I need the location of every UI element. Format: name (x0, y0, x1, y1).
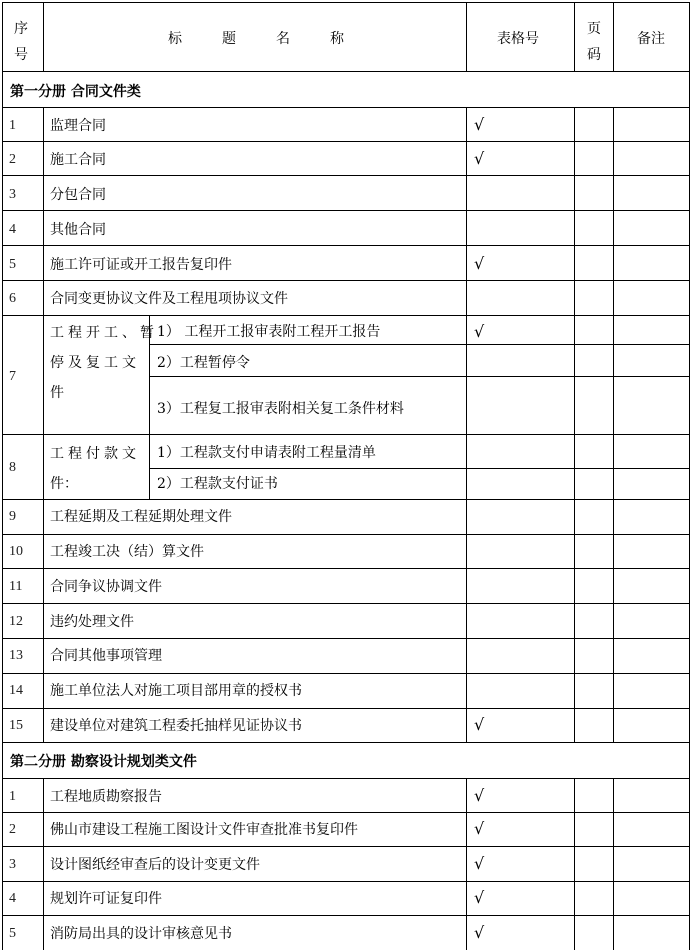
col-line-page (574, 107, 575, 742)
sub-item: 3）工程复工报审表附相关复工条件材料 (157, 401, 404, 417)
row-number: 6 (9, 291, 16, 306)
row-number: 3 (9, 857, 16, 872)
sub-item: 2）工程暂停令 (157, 355, 250, 371)
check-mark: √ (474, 322, 485, 341)
row-title: 合同争议协调文件 (50, 579, 162, 595)
row-number: 8 (9, 460, 16, 475)
col-line-seq (43, 107, 44, 742)
row-title: 建设单位对建筑工程委托抽样见证协议书 (50, 718, 302, 734)
row-title: 监理合同 (50, 118, 106, 134)
row-line (2, 210, 690, 211)
row-line (2, 881, 690, 882)
row-title: 违约处理文件 (50, 614, 134, 630)
sub-item: 1）工程款支付申请表附工程量清单 (157, 445, 376, 461)
header-form-no: 表格号 (497, 31, 539, 47)
sub-item: 1） 工程开工报审表附工程开工报告 (157, 324, 381, 340)
row-line (2, 846, 690, 847)
row-line (2, 915, 690, 916)
row-number: 4 (9, 222, 16, 237)
row-title: 规划许可证复印件 (50, 891, 162, 907)
group-title-line: 件 (50, 385, 64, 401)
col-line-form (466, 778, 467, 950)
row-number: 5 (9, 926, 16, 941)
group-title-line: 工程付款文 (50, 446, 140, 462)
row-title: 施工许可证或开工报告复印件 (50, 257, 232, 273)
header-bottom-line (2, 71, 690, 72)
row-line (2, 499, 690, 500)
col-line-form (466, 2, 467, 71)
row-number: 1 (9, 789, 16, 804)
col-line-page (574, 778, 575, 950)
row-number: 3 (9, 187, 16, 202)
row-line (2, 315, 690, 316)
col-line-remarks (613, 2, 614, 71)
row-line (2, 638, 690, 639)
row-line (2, 245, 690, 246)
row-title: 工程竣工决（结）算文件 (50, 544, 204, 560)
group-title-line: 停及复工文 (50, 355, 140, 371)
sub-row-line (149, 468, 690, 469)
row-title: 分包合同 (50, 187, 106, 203)
check-mark: √ (474, 819, 485, 838)
check-mark: √ (474, 854, 485, 873)
row-number: 12 (9, 614, 23, 629)
row-line (2, 812, 690, 813)
row-title: 工程延期及工程延期处理文件 (50, 509, 232, 525)
header-seq: 序号 (14, 21, 28, 63)
row-line (2, 280, 690, 281)
row-line (2, 141, 690, 142)
table-border-right (689, 2, 690, 950)
row-line (2, 708, 690, 709)
row-line (2, 534, 690, 535)
col-line-remarks (613, 778, 614, 950)
section-2-bottom-line (2, 778, 690, 779)
check-mark: √ (474, 115, 485, 134)
row-title: 佛山市建设工程施工图设计文件审查批准书复印件 (50, 822, 358, 838)
row-number: 1 (9, 118, 16, 133)
group-title-line: 件： (50, 476, 78, 492)
check-mark: √ (474, 888, 485, 907)
col-line-page (574, 2, 575, 71)
table-border-top (2, 2, 690, 3)
group-split-line (149, 315, 150, 499)
sub-item: 2）工程款支付证书 (157, 476, 278, 492)
row-number: 4 (9, 891, 16, 906)
header-page-no: 页码 (587, 21, 601, 63)
col-line-remarks (613, 107, 614, 742)
row-line (2, 434, 690, 435)
row-line (2, 568, 690, 569)
row-number: 9 (9, 509, 16, 524)
row-number: 14 (9, 683, 23, 698)
row-number: 7 (9, 369, 16, 384)
header-title: 标 题 名 称 (168, 31, 357, 47)
check-mark: √ (474, 149, 485, 168)
row-number: 11 (9, 579, 23, 594)
row-number: 2 (9, 822, 16, 837)
row-title: 其他合同 (50, 222, 106, 238)
sub-row-line (149, 344, 690, 345)
row-title: 施工合同 (50, 152, 106, 168)
header-remarks: 备注 (637, 31, 665, 47)
col-line-seq (43, 778, 44, 950)
row-number: 2 (9, 152, 16, 167)
check-mark: √ (474, 923, 485, 942)
row-title: 合同其他事项管理 (50, 648, 162, 664)
row-title: 施工单位法人对施工项目部用章的授权书 (50, 683, 302, 699)
row-line (2, 603, 690, 604)
row-number: 15 (9, 718, 23, 733)
row-line (2, 742, 690, 743)
row-title: 工程地质勘察报告 (50, 789, 162, 805)
section-title: 第一分册 合同文件类 (10, 84, 141, 100)
row-title: 设计图纸经审查后的设计变更文件 (50, 857, 260, 873)
row-title: 消防局出具的设计审核意见书 (50, 926, 232, 942)
col-line-seq (43, 2, 44, 71)
check-mark: √ (474, 254, 485, 273)
row-line (2, 175, 690, 176)
section-1-bottom-line (2, 107, 690, 108)
section-title: 第二分册 勘察设计规划类文件 (10, 754, 197, 770)
sub-row-line (149, 376, 690, 377)
row-number: 13 (9, 648, 23, 663)
check-mark: √ (474, 715, 485, 734)
col-line-form (466, 107, 467, 742)
row-line (2, 673, 690, 674)
row-number: 10 (9, 544, 23, 559)
row-title: 合同变更协议文件及工程甩项协议文件 (50, 291, 288, 307)
table-border-left (2, 2, 3, 950)
row-number: 5 (9, 257, 16, 272)
group-title-line: 工程开工、暂 (50, 325, 158, 341)
check-mark: √ (474, 786, 485, 805)
